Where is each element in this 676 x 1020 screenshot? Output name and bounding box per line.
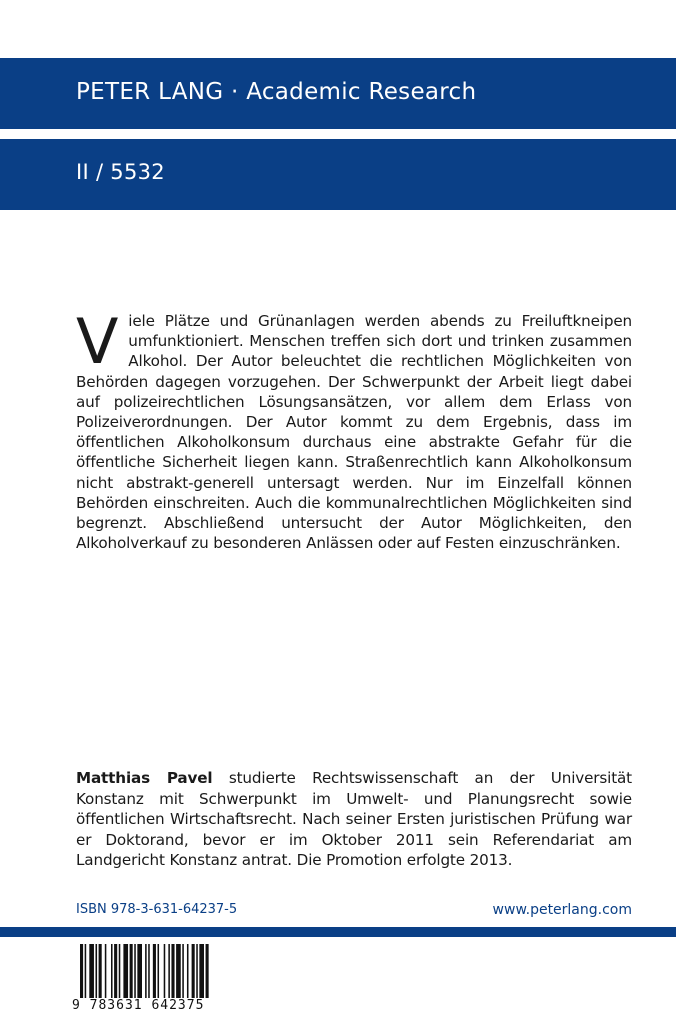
publisher-url[interactable]: www.peterlang.com [492,902,632,918]
book-description [76,305,632,553]
series-title: PETER LANG · Academic Research [76,79,477,105]
description-text: iele Plätze und Grünanlagen werden abends zu Freiluftkneipen umfunktioniert. Menschen treffen sich dort und trinken zusammen Alkohol. Der Autor beleuchtet die rechtlichen Möglichkeiten von Behörden dagegen vorzugehen. Der Schwerpunkt der Arbeit liegt dabei auf polizeirechtlichen Lösungsansätzen, vor allem dem Erlass von Polizeiverordnungen. Der Autor kommt zu dem Ergebnis, dass im öffentlichen Alkoholkonsum durchaus eine abstrakte Gefahr für die öffentliche Sicherheit liegen kann. Straßenrechtlich kann Alkoholkonsum nicht abstrakt-generell untersagt werden. Nur im Einzelfall können Behörden einschreiten. Auch die kommunalrechtlichen Möglichkeiten sind begrenzt. Abschließend untersucht der Autor Möglichkeiten, den Alkoholverkauf zu besonderen Anlässen oder auf Festen einzuschränken. [76,312,632,553]
author-name: Matthias Pavel [76,769,213,787]
author-bio-text: studierte Rechtswissenschaft an der Universität Konstanz mit Schwerpunkt im Umwelt- und Planungsrecht sowie öffentlichen Wirtschaftsrecht. Nach seiner Ersten juristischen Prüfung war er Doktorand, bevor er im Oktober 2011 sein Referendariat am Landgericht Konstanz antrat. Die Promotion erfolgte 2013. [76,769,632,870]
barcode-bars [72,944,212,998]
footer-line [76,902,632,920]
drop-cap: V [76,305,119,378]
series-header-band [0,58,676,129]
series-number-band [0,139,676,210]
footer-band [0,927,676,937]
series-number: II / 5532 [76,160,165,184]
isbn: ISBN 978-3-631-64237-5 [76,902,238,917]
author-bio [76,768,632,871]
barcode-digits: 9 783631 642375 [72,998,205,1013]
barcode [72,940,212,1018]
